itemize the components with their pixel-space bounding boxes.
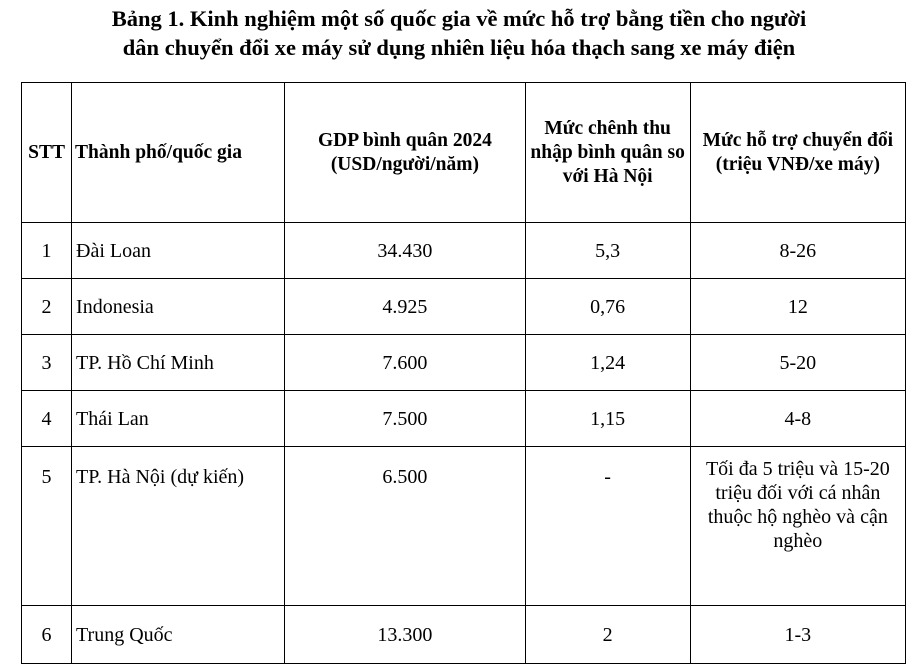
- cell-place: Trung Quốc: [72, 606, 285, 664]
- cell-place: TP. Hà Nội (dự kiến): [72, 447, 285, 606]
- cell-gdp: 7.500: [285, 391, 525, 447]
- cell-stt: 3: [22, 335, 72, 391]
- cell-ratio: 1,15: [526, 391, 691, 447]
- cell-stt: 4: [22, 391, 72, 447]
- table-row: [22, 391, 906, 447]
- cell-gdp: 6.500: [285, 447, 525, 606]
- cell-support: 1-3: [691, 606, 906, 664]
- header-stt: STT: [22, 83, 72, 223]
- cell-ratio: 1,24: [526, 335, 691, 391]
- table-row: [22, 606, 906, 664]
- header-row: [22, 83, 906, 223]
- header-place: Thành phố/quốc gia: [72, 83, 285, 223]
- header-gdp: GDP bình quân 2024 (USD/người/năm): [285, 83, 525, 223]
- cell-stt: 6: [22, 606, 72, 664]
- cell-stt: 1: [22, 223, 72, 279]
- cell-ratio: 2: [526, 606, 691, 664]
- cell-place: Indonesia: [72, 279, 285, 335]
- cell-place: Thái Lan: [72, 391, 285, 447]
- table-title-line-1: Bảng 1. Kinh nghiệm một số quốc gia về mức hỗ trợ bằng tiền cho người: [111, 6, 807, 31]
- cell-ratio: 5,3: [526, 223, 691, 279]
- cell-support: 12: [691, 279, 906, 335]
- cell-stt: 5: [22, 447, 72, 606]
- cell-ratio: 0,76: [526, 279, 691, 335]
- cell-support: Tối đa 5 triệu và 15-20 triệu đối với cá nhân thuộc hộ nghèo và cận nghèo: [691, 447, 906, 606]
- cell-ratio: -: [526, 447, 691, 606]
- header-support: Mức hỗ trợ chuyển đổi (triệu VNĐ/xe máy): [691, 83, 906, 223]
- cell-support: 5-20: [691, 335, 906, 391]
- cell-stt: 2: [22, 279, 72, 335]
- cell-gdp: 34.430: [285, 223, 525, 279]
- cell-place: Đài Loan: [72, 223, 285, 279]
- cell-gdp: 4.925: [285, 279, 525, 335]
- table-row: [22, 279, 906, 335]
- support-comparison-table: [21, 82, 906, 664]
- cell-place: TP. Hồ Chí Minh: [72, 335, 285, 391]
- cell-gdp: 7.600: [285, 335, 525, 391]
- cell-gdp: 13.300: [285, 606, 525, 664]
- header-income-ratio: Mức chênh thu nhập bình quân so với Hà Nội: [526, 83, 691, 223]
- cell-support: 8-26: [691, 223, 906, 279]
- table-row: [22, 223, 906, 279]
- table-row: [22, 447, 906, 606]
- table-title: [0, 4, 918, 62]
- cell-support: 4-8: [691, 391, 906, 447]
- table-row: [22, 335, 906, 391]
- table-title-line-2: dân chuyển đổi xe máy sử dụng nhiên liệu hóa thạch sang xe máy điện: [122, 35, 796, 60]
